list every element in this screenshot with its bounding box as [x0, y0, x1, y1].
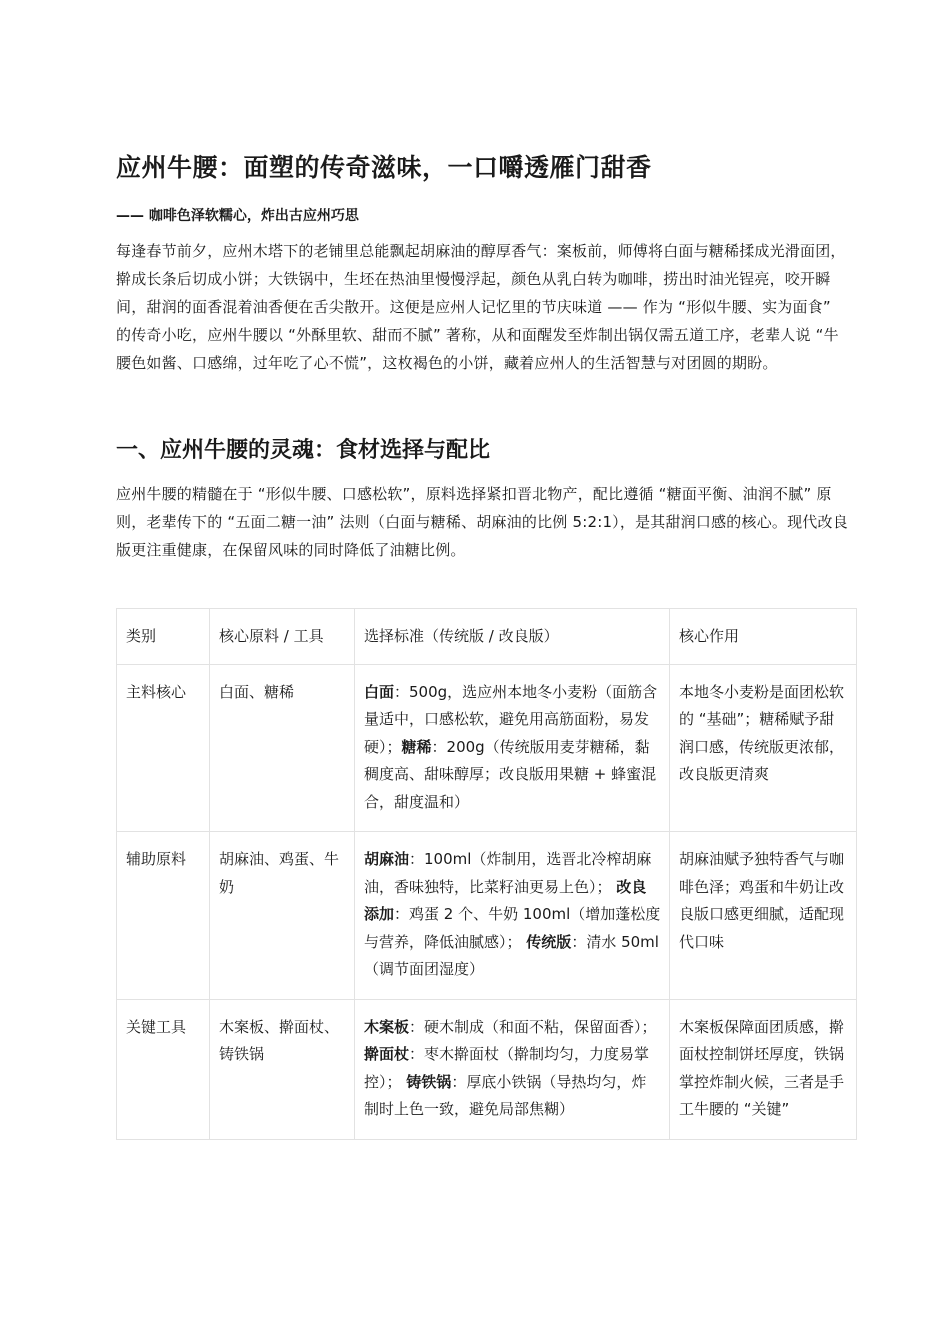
- section-heading: 一、应州牛腰的灵魂：食材选择与配比: [116, 438, 491, 463]
- standard-label: 改良添加: [364, 877, 647, 923]
- header-category: 类别: [117, 609, 210, 665]
- standard-label: 糖稀: [401, 737, 432, 756]
- standard-text: ：鸡蛋 2 个、牛奶 100ml（增加蓬松度与营养，降低油腻感）；: [364, 905, 661, 951]
- header-materials: 核心原料 / 工具: [210, 609, 355, 665]
- standard-text: ：枣木擀面杖（擀制均匀，力度易掌控）；: [364, 1045, 650, 1091]
- cell-materials: 木案板、擀面杖、铸铁锅: [210, 999, 355, 1139]
- standard-label: 木案板: [364, 1017, 410, 1036]
- standard-label: 铸铁锅: [406, 1072, 452, 1091]
- cell-category: 辅助原料: [117, 832, 210, 1000]
- standard-text: ：200g（传统版用麦芽糖稀，黏稠度高、甜味醇厚；改良版用果糖 + 蜂蜜混合，甜度温和）: [364, 737, 657, 811]
- section-paragraph: 应州牛腰的精髓在于 “形似牛腰、口感松软”，原料选择紧扣晋北物产，配比遵循 “糖面平衡、油润不腻” 原则，老辈传下的 “五面二糖一油” 法则（白面与糖稀、胡麻油的比例 5:2:1），是其甜润口感的核心。现代改良版更注重健康，在保留风味的同时降低了油糖比例。: [116, 485, 848, 559]
- cell-materials: 白面、糖稀: [210, 664, 355, 832]
- standard-label: 擀面杖: [364, 1045, 410, 1063]
- page-title: 应州牛腰：面塑的传奇滋味，一口嚼透雁门甜香: [116, 153, 652, 182]
- standard-text: ：500g，选应州本地冬小麦粉（面筋含量适中，口感松软，避免用高筋面粉，易发硬）；: [364, 682, 658, 756]
- standard-text: ：厚底小铁锅（导热均匀，炸制时上色一致，避免局部焦糊）: [364, 1072, 647, 1118]
- cell-standards: [355, 664, 670, 832]
- header-role: 核心作用: [670, 609, 857, 665]
- cell-role: 木案板保障面团质感，擀面杖控制饼坯厚度，铁锅掌控炸制火候，三者是手工牛腰的 “关键”: [670, 999, 857, 1139]
- standard-label: 传统版: [526, 932, 572, 951]
- standard-text: ：硬木制成（和面不粘，保留面香）；: [409, 1017, 657, 1036]
- cell-standards: [355, 832, 670, 1000]
- cell-role: 本地冬小麦粉是面团松软的 “基础”；糖稀赋予甜润口感，传统版更浓郁，改良版更清爽: [670, 664, 857, 832]
- cell-category: 主料核心: [117, 664, 210, 832]
- cell-category: 关键工具: [117, 999, 210, 1139]
- cell-materials: 胡麻油、鸡蛋、牛奶: [210, 832, 355, 1000]
- ingredients-table: [116, 608, 857, 1140]
- table-row: [117, 999, 857, 1139]
- standard-label: 胡麻油: [364, 850, 410, 868]
- cell-standards: [355, 999, 670, 1139]
- intro-paragraph: 每逢春节前夕，应州木塔下的老铺里总能飘起胡麻油的醇厚香气：案板前，师傅将白面与糖稀揉成光滑面团，擀成长条后切成小饼；大铁锅中，生坯在热油里慢慢浮起，颜色从乳白转为咖啡，捞出时油光锃亮，咬开瞬间，甜润的面香混着油香便在舌尖散开。这便是应州人记忆里的节庆味道 —— 作为 “形似牛腰、实为面食” 的传奇小吃，应州牛腰以 “外酥里软、甜而不腻” 著称，从和面醒发至炸制出锅仅需五道工序，老辈人说 “牛腰色如酱、口感绵，过年吃了心不慌”，这枚褐色的小饼，藏着应州人的生活智慧与对团圆的期盼。: [116, 242, 846, 372]
- header-standards: 选择标准（传统版 / 改良版）: [355, 609, 670, 665]
- standard-text: ：100ml（炸制用，选晋北冷榨胡麻油，香味独特，比菜籽油更易上色）；: [364, 850, 652, 896]
- standard-text: ：清水 50ml（调节面团湿度）: [364, 932, 659, 978]
- cell-role: 胡麻油赋予独特香气与咖啡色泽；鸡蛋和牛奶让改良版口感更细腻，适配现代口味: [670, 832, 857, 1000]
- table-row: [117, 664, 857, 832]
- table-header-row: [117, 609, 857, 665]
- page-subtitle: —— 咖啡色泽软糯心，炸出古应州巧思: [116, 208, 359, 224]
- standard-label: 白面: [364, 682, 395, 701]
- table-row: [117, 832, 857, 1000]
